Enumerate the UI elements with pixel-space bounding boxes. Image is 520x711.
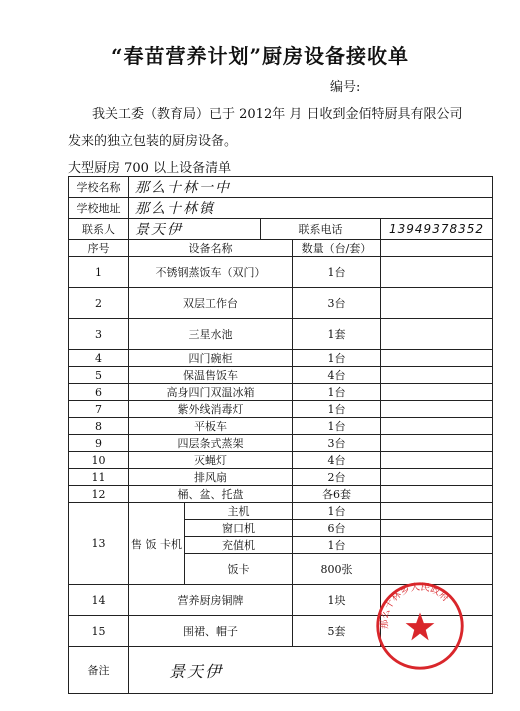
school-address-value: 那么十林镇 bbox=[129, 198, 493, 219]
phone-value: 13949378352 bbox=[381, 219, 493, 240]
item-qty: 各6套 bbox=[293, 486, 381, 503]
table-row bbox=[69, 418, 493, 435]
school-address-row bbox=[69, 198, 493, 219]
item13-sub-qty: 1台 bbox=[293, 537, 381, 554]
item13-sub-qty: 800张 bbox=[293, 554, 381, 585]
table-row bbox=[69, 503, 493, 520]
school-name-row bbox=[69, 177, 493, 198]
school-name-label: 学校名称 bbox=[69, 177, 129, 198]
remark-signature: 景天伊 bbox=[129, 647, 493, 694]
table-row bbox=[69, 401, 493, 418]
contact-label: 联系人 bbox=[69, 219, 129, 240]
table-row bbox=[69, 257, 493, 288]
item-name: 双层工作台 bbox=[129, 288, 293, 319]
item13-sub-name: 饭卡 bbox=[185, 554, 293, 585]
item13-sub-qty: 1台 bbox=[293, 503, 381, 520]
item13-sub-name: 主机 bbox=[185, 503, 293, 520]
item-no: 3 bbox=[69, 319, 129, 350]
item13-sub-qty: 6台 bbox=[293, 520, 381, 537]
item-qty: 1台 bbox=[293, 401, 381, 418]
item-name: 排风扇 bbox=[129, 469, 293, 486]
item-no: 2 bbox=[69, 288, 129, 319]
receipt-statement: 我关工委（教育局）已于 2012年 月 日收到金佰特厨具有限公司 bbox=[92, 107, 463, 122]
item-name: 紫外线消毒灯 bbox=[129, 401, 293, 418]
item-qty: 3台 bbox=[293, 288, 381, 319]
item-no: 9 bbox=[69, 435, 129, 452]
table-row bbox=[69, 452, 493, 469]
item-no: 5 bbox=[69, 367, 129, 384]
item15-name: 围裙、帽子 bbox=[129, 616, 293, 647]
header-no: 序号 bbox=[69, 240, 129, 257]
item-no: 7 bbox=[69, 401, 129, 418]
table-row bbox=[69, 288, 493, 319]
header-blank bbox=[381, 240, 493, 257]
table-row bbox=[69, 350, 493, 367]
equipment-list-title: 大型厨房 700 以上设备清单 bbox=[68, 161, 232, 176]
item14-qty: 1块 bbox=[293, 585, 381, 616]
official-seal bbox=[372, 578, 468, 674]
serial-number-label: 编号: bbox=[330, 80, 361, 95]
item13-no: 13 bbox=[69, 503, 129, 585]
item14-no: 14 bbox=[69, 585, 129, 616]
item-name: 桶、盆、托盘 bbox=[129, 486, 293, 503]
item-qty: 1台 bbox=[293, 418, 381, 435]
item13-group: 售 饭 卡机 bbox=[129, 503, 185, 585]
item-qty: 4台 bbox=[293, 367, 381, 384]
header-name: 设备名称 bbox=[129, 240, 293, 257]
item-qty: 2台 bbox=[293, 469, 381, 486]
table-row bbox=[69, 469, 493, 486]
item-name: 高身四门双温冰箱 bbox=[129, 384, 293, 401]
header-qty: 数量（台/套） bbox=[293, 240, 381, 257]
item-no: 4 bbox=[69, 350, 129, 367]
item-qty: 1台 bbox=[293, 384, 381, 401]
item-name: 三星水池 bbox=[129, 319, 293, 350]
form-title: “春苗营养计划”厨房设备接收单 bbox=[110, 44, 409, 68]
contact-value: 景天伊 bbox=[129, 219, 261, 240]
item-no: 8 bbox=[69, 418, 129, 435]
phone-label: 联系电话 bbox=[261, 219, 381, 240]
item-qty: 1台 bbox=[293, 257, 381, 288]
receipt-statement-cont: 发来的独立包装的厨房设备。 bbox=[68, 134, 238, 149]
item-no: 6 bbox=[69, 384, 129, 401]
item15-qty: 5套 bbox=[293, 616, 381, 647]
table-row bbox=[69, 435, 493, 452]
item-qty: 1套 bbox=[293, 319, 381, 350]
item-name: 不锈钢蒸饭车（双门） bbox=[129, 257, 293, 288]
table-row bbox=[69, 486, 493, 503]
item-qty: 1台 bbox=[293, 350, 381, 367]
item13-sub-name: 窗口机 bbox=[185, 520, 293, 537]
table-row bbox=[69, 367, 493, 384]
item-name: 灭蝇灯 bbox=[129, 452, 293, 469]
item-name: 平板车 bbox=[129, 418, 293, 435]
item-qty: 3台 bbox=[293, 435, 381, 452]
svg-text:那么十林乡人民政府 bbox=[378, 581, 452, 630]
item14-name: 营养厨房铜牌 bbox=[129, 585, 293, 616]
table-row bbox=[69, 319, 493, 350]
item-name: 四门碗柜 bbox=[129, 350, 293, 367]
item-name: 保温售饭车 bbox=[129, 367, 293, 384]
table-row bbox=[69, 384, 493, 401]
contact-row bbox=[69, 219, 493, 240]
item15-no: 15 bbox=[69, 616, 129, 647]
item-qty: 4台 bbox=[293, 452, 381, 469]
item13-sub-name: 充值机 bbox=[185, 537, 293, 554]
seal-text: 那么十林乡人民政府 bbox=[379, 581, 451, 630]
school-address-label: 学校地址 bbox=[69, 198, 129, 219]
header-row bbox=[69, 240, 493, 257]
item-no: 1 bbox=[69, 257, 129, 288]
remark-label: 备注 bbox=[69, 647, 129, 694]
item-no: 10 bbox=[69, 452, 129, 469]
item-name: 四层条式蒸架 bbox=[129, 435, 293, 452]
item-no: 12 bbox=[69, 486, 129, 503]
item-no: 11 bbox=[69, 469, 129, 486]
school-name-value: 那么十林一中 bbox=[129, 177, 493, 198]
